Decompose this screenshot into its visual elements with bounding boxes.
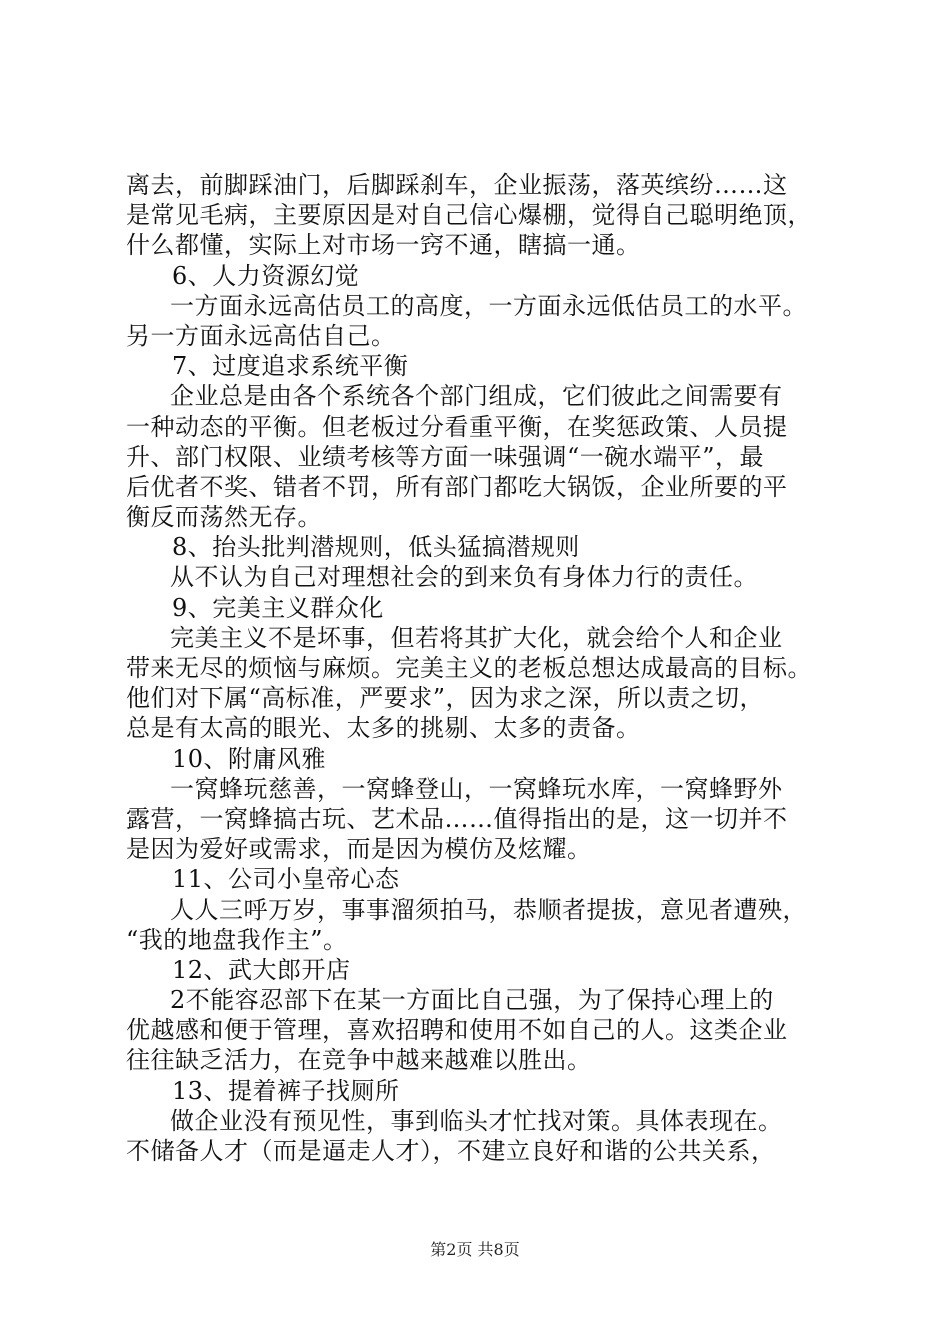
paragraph-line: 他们对下属“高标准，严要求”，因为求之深，所以责之切， <box>126 684 765 713</box>
section-heading: 9、完美主义群众化 <box>172 593 384 622</box>
section-heading: 12、武大郎开店 <box>172 955 351 984</box>
paragraph-line: 是常见毛病，主要原因是对自己信心爆棚，觉得自己聪明绝顶， <box>126 201 812 230</box>
paragraph-line: 另一方面永远高估自己。 <box>126 321 396 350</box>
section-heading: 6、人力资源幻觉 <box>172 261 360 290</box>
paragraph-line: 2不能容忍部下在某一方面比自己强，为了保持心理上的 <box>170 986 774 1015</box>
paragraph-line: 露营，一窝蜂搞古玩、艺术品……值得指出的是，这一切并不 <box>126 804 788 833</box>
paragraph-line: 一窝蜂玩慈善，一窝蜂登山，一窝蜂玩水库，一窝蜂野外 <box>170 774 783 803</box>
section-heading: 13、提着裤子找厕所 <box>172 1076 400 1105</box>
paragraph-line: 带来无尽的烦恼与麻烦。完美主义的老板总想达成最高的目标。 <box>126 654 812 682</box>
paragraph-line: “我的地盘我作主”。 <box>126 925 348 954</box>
paragraph-line: 完美主义不是坏事，但若将其扩大化，就会给个人和企业 <box>170 623 783 652</box>
paragraph-line: 一方面永远高估员工的高度，一方面永远低估员工的水平。 <box>170 291 807 320</box>
paragraph-line: 总是有太高的眼光、太多的挑剔、太多的责备。 <box>126 714 641 743</box>
paragraph-line: 什么都懂，实际上对市场一窍不通，瞎搞一通。 <box>126 231 641 260</box>
paragraph-line: 从不认为自己对理想社会的到来负有身体力行的责任。 <box>170 563 758 592</box>
section-heading: 7、过度追求系统平衡 <box>172 352 409 381</box>
section-heading: 10、附庸风雅 <box>172 744 327 773</box>
paragraph-line: 一种动态的平衡。但老板过分看重平衡，在奖惩政策、人员提 <box>126 412 788 441</box>
page-footer: 第2页 共8页 <box>430 1240 520 1259</box>
paragraph-line: 后优者不奖、错者不罚，所有部门都吃大锅饭，企业所要的平 <box>126 472 788 501</box>
document-body <box>126 170 836 1166</box>
paragraph-line: 是因为爱好或需求，而是因为模仿及炫耀。 <box>126 835 592 864</box>
paragraph-line: 不储备人才（而是逼走人才），不建立良好和谐的公共关系， <box>126 1137 776 1165</box>
paragraph-line: 做企业没有预见性，事到临头才忙找对策。具体表现在。 <box>170 1106 783 1135</box>
paragraph-line: 升、部门权限、业绩考核等方面一味强调“一碗水端平”，最 <box>126 442 765 471</box>
paragraph-line: 往往缺乏活力，在竞争中越来越难以胜出。 <box>126 1046 592 1075</box>
paragraph-line: 企业总是由各个系统各个部门组成，它们彼此之间需要有 <box>170 382 783 411</box>
section-heading: 11、公司小皇帝心态 <box>172 865 400 894</box>
paragraph-line: 衡反而荡然无存。 <box>126 503 322 532</box>
paragraph-line: 优越感和便于管理，喜欢招聘和使用不如自己的人。这类企业 <box>126 1016 788 1045</box>
section-heading: 8、抬头批判潜规则，低头猛搞潜规则 <box>172 533 580 562</box>
paragraph-line: 离去，前脚踩油门，后脚踩刹车，企业振荡，落英缤纷……这 <box>126 171 788 199</box>
paragraph-line: 人人三呼万岁，事事溜须拍马，恭顺者提拔，意见者遭殃， <box>170 895 807 924</box>
